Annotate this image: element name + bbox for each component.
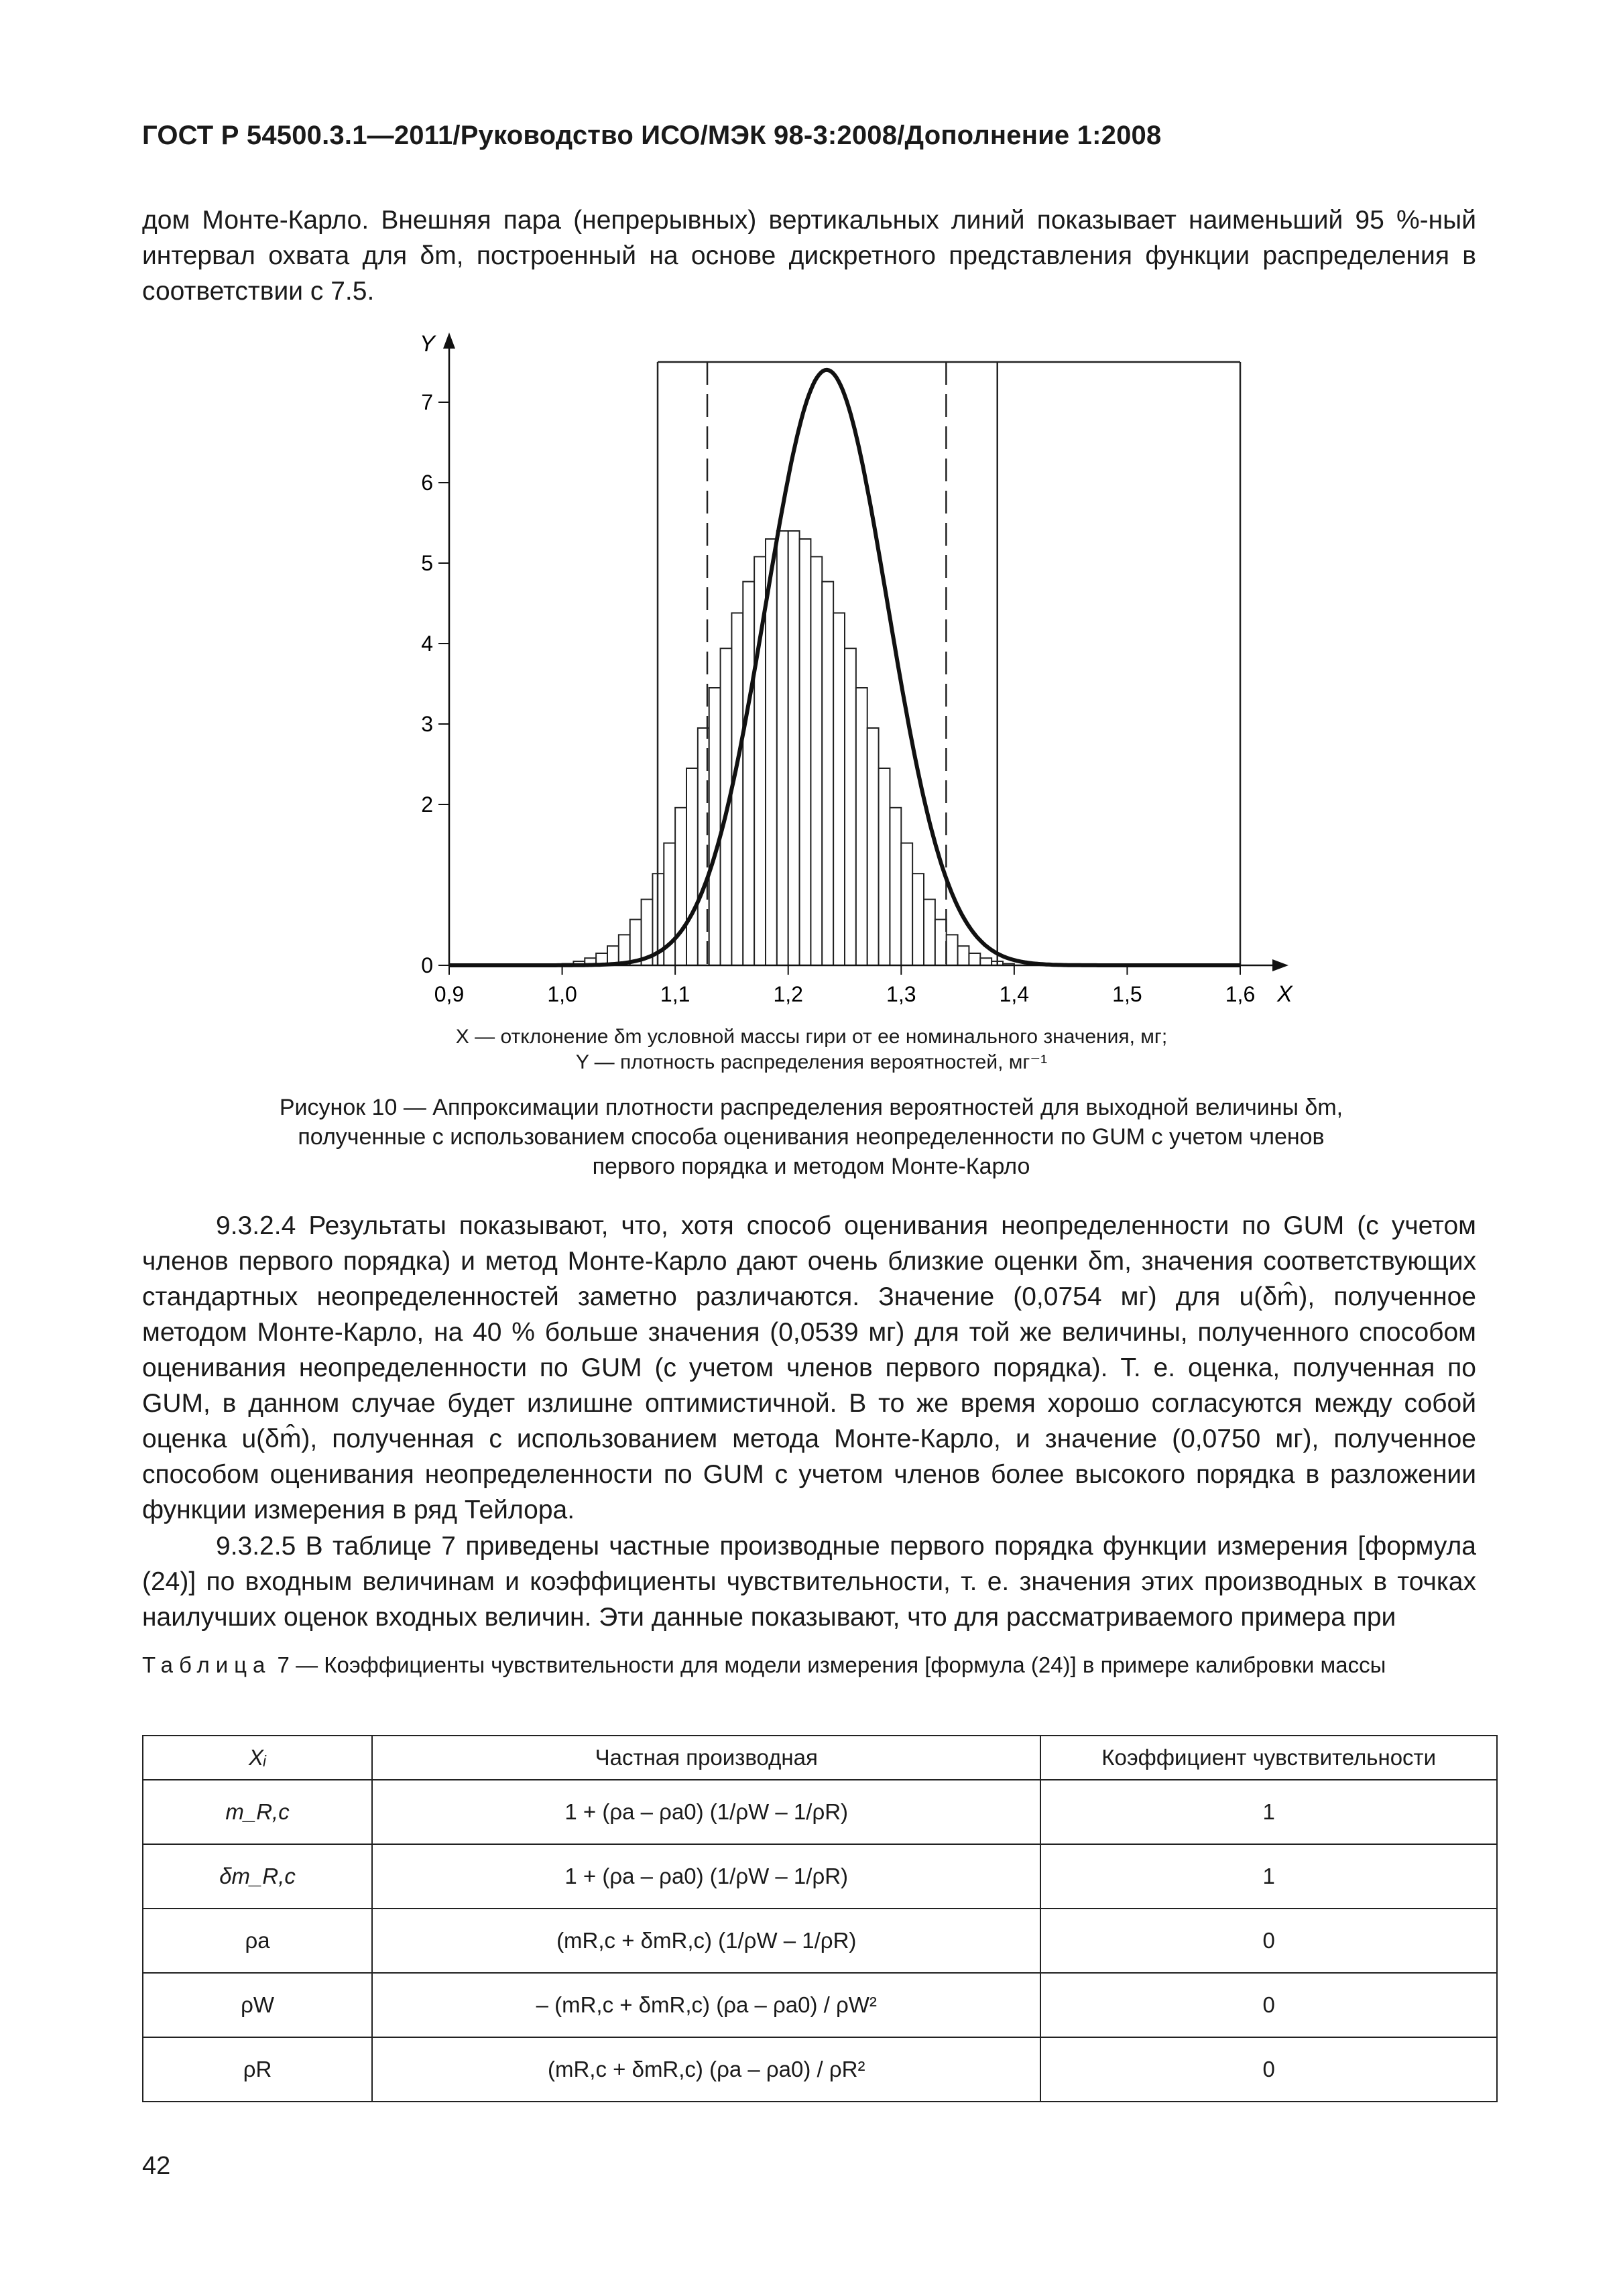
table-header-coefficient: Коэффициент чувствительности: [1040, 1736, 1497, 1780]
x-tick-label: 1,6: [1225, 982, 1256, 1006]
table-cell-derivative: – (mR,c + δmR,c) (ρa – ρa0) / ρW²: [372, 1973, 1040, 2037]
y-axis-arrow: [443, 333, 455, 349]
y-tick-label: 5: [421, 551, 433, 575]
y-axis-label: Y: [420, 331, 435, 357]
table-row: [143, 1844, 1497, 1909]
table-row: [143, 1909, 1497, 1973]
axis-caption-x: X — отклонение δm условной массы гири от ее номинального значения, мг;: [455, 1026, 1168, 1048]
table-title-rest: 7 — Коэффициенты чувствительности для модели измерения [формула (24)] в примере калибровки массы: [271, 1652, 1386, 1677]
x-tick-label: 1,3: [886, 982, 916, 1006]
histogram-bar: [833, 613, 845, 965]
histogram-bar: [810, 556, 822, 965]
page-number: 42: [142, 2152, 171, 2180]
y-tick-label: 4: [421, 631, 433, 656]
x-tick-label: 1,1: [660, 982, 690, 1006]
intro-paragraph: [142, 202, 1476, 309]
table-cell-coefficient: 0: [1040, 1909, 1497, 1973]
histogram-bar: [788, 531, 800, 965]
histogram-bar: [980, 958, 991, 965]
table-cell-coefficient: 0: [1040, 1973, 1497, 2037]
y-tick-label: 7: [421, 390, 433, 414]
x-tick-label: 0,9: [434, 982, 465, 1006]
table-cell-coefficient: 0: [1040, 2037, 1497, 2102]
figure-caption-line1: Рисунок 10 — Аппроксимации плотности распределения вероятностей для выходной величины δm,: [279, 1095, 1343, 1120]
document-header: ГОСТ Р 54500.3.1—2011/Руководство ИСО/МЭК 98-3:2008/Дополнение 1:2008: [142, 121, 1162, 150]
histogram-bar: [947, 934, 958, 965]
table-cell-variable: ρR: [143, 2037, 372, 2102]
histogram-bar: [709, 688, 721, 965]
table-cell-coefficient: 1: [1040, 1844, 1497, 1909]
table-cell-coefficient: 1: [1040, 1780, 1497, 1844]
histogram-bar: [969, 953, 980, 965]
table-row: [143, 1780, 1497, 1844]
histogram-bar: [867, 728, 879, 965]
y-tick-label: 0: [421, 953, 433, 977]
paragraph-9-3-2-5: [142, 1528, 1476, 1635]
histogram-bar: [845, 648, 856, 965]
histogram-bar: [675, 808, 686, 965]
figure-10-chart: [375, 322, 1301, 1079]
figure-caption-line3: первого порядка и методом Монте-Карло: [592, 1154, 1030, 1179]
y-tick-label: 6: [421, 471, 433, 495]
table-row: [143, 1973, 1497, 2037]
histogram-bar: [890, 808, 901, 965]
histogram-bar: [901, 843, 912, 965]
figure-caption-line2: полученные с использованием способа оценивания неопределенности по GUM с учетом членов: [298, 1124, 1325, 1150]
histogram-bar: [935, 920, 947, 965]
histogram-bar: [856, 688, 867, 965]
y-tick-label: 3: [421, 712, 433, 736]
histogram-bar: [800, 539, 811, 965]
table-header-derivative: Частная производная: [372, 1736, 1040, 1780]
table-row: [143, 2037, 1497, 2102]
x-axis-label: X: [1277, 981, 1293, 1007]
paragraph-9-3-2-5-text: 9.3.2.5 В таблице 7 приведены частные производные первого порядка функции измерения [формула (24)] по входным величинам и коэффициенты чувствительности, т. е. значения этих производных в точках наилучших оценок входных величин. Эти данные показывают, что для рассматриваемого примера при: [142, 1532, 1476, 1632]
table-header-xi: Xᵢ: [143, 1736, 372, 1780]
histogram-bar: [912, 873, 924, 965]
histogram-bar: [777, 531, 788, 965]
x-tick-label: 1,5: [1112, 982, 1142, 1006]
table-7: [142, 1735, 1498, 2102]
table-cell-variable: δm_R,c: [143, 1844, 372, 1909]
table-header-row: [143, 1736, 1497, 1780]
axis-caption-y: Y — плотность распределения вероятностей, мг⁻¹: [575, 1051, 1048, 1073]
table-cell-derivative: 1 + (ρa – ρa0) (1/ρW – 1/ρR): [372, 1780, 1040, 1844]
histogram-svg: [375, 322, 1301, 1079]
table-cell-derivative: 1 + (ρa – ρa0) (1/ρW – 1/ρR): [372, 1844, 1040, 1909]
table-cell-derivative: (mR,c + δmR,c) (1/ρW – 1/ρR): [372, 1909, 1040, 1973]
table-cell-variable: ρa: [143, 1909, 372, 1973]
y-tick-label: 2: [421, 792, 433, 817]
histogram-bar: [743, 582, 754, 965]
x-tick-label: 1,2: [773, 982, 803, 1006]
histogram-bar: [958, 946, 969, 965]
histogram-bar: [924, 900, 935, 965]
x-axis-arrow: [1272, 959, 1288, 971]
x-tick-label: 1,0: [547, 982, 577, 1006]
x-tick-label: 1,4: [999, 982, 1030, 1006]
paragraph-9-3-2-4-text: 9.3.2.4 Результаты показывают, что, хотя способ оценивания неопределенности по GUM (с учетом членов первого порядка) и метод Монте-Карло дают очень близкие оценки δm, значения соответствующих стандартных неопределенностей заметно различаются. Значение (0,0754 мг) для u(δm̂), полученное методом Монте-Карло, на 40 % больше значения (0,0539 мг) для той же величины, полученного способом оценивания неопределенности по GUM (с учетом членов первого порядка). Т. е. оценка, полученная по GUM, в данном случае будет излишне оптимистичной. В то же время хорошо согласуются между собой оценка u(δm̂), полученная с использованием метода Монте-Карло, и значение (0,0750 мг), полученное способом оценивания неопределенности по GUM с учетом членов более высокого порядка в разложении функции измерения в ряд Тейлора.: [142, 1211, 1476, 1524]
table-cell-variable: m_R,c: [143, 1780, 372, 1844]
intro-text: дом Монте-Карло. Внешняя пара (непрерывных) вертикальных линий показывает наименьший 95 %-ный интервал охвата для δm, построенный на основе дискретного представления функции распределения в соответствии с 7.5.: [142, 206, 1476, 306]
histogram-bar: [879, 768, 890, 965]
table-7-title: [142, 1650, 1476, 1680]
paragraph-9-3-2-4: [142, 1208, 1476, 1528]
table-title-prefix: Таблица: [142, 1652, 272, 1677]
histogram-bar: [686, 768, 698, 965]
table-cell-derivative: (mR,c + δmR,c) (ρa – ρa0) / ρR²: [372, 2037, 1040, 2102]
table-cell-variable: ρW: [143, 1973, 372, 2037]
histogram-bar: [822, 582, 833, 965]
